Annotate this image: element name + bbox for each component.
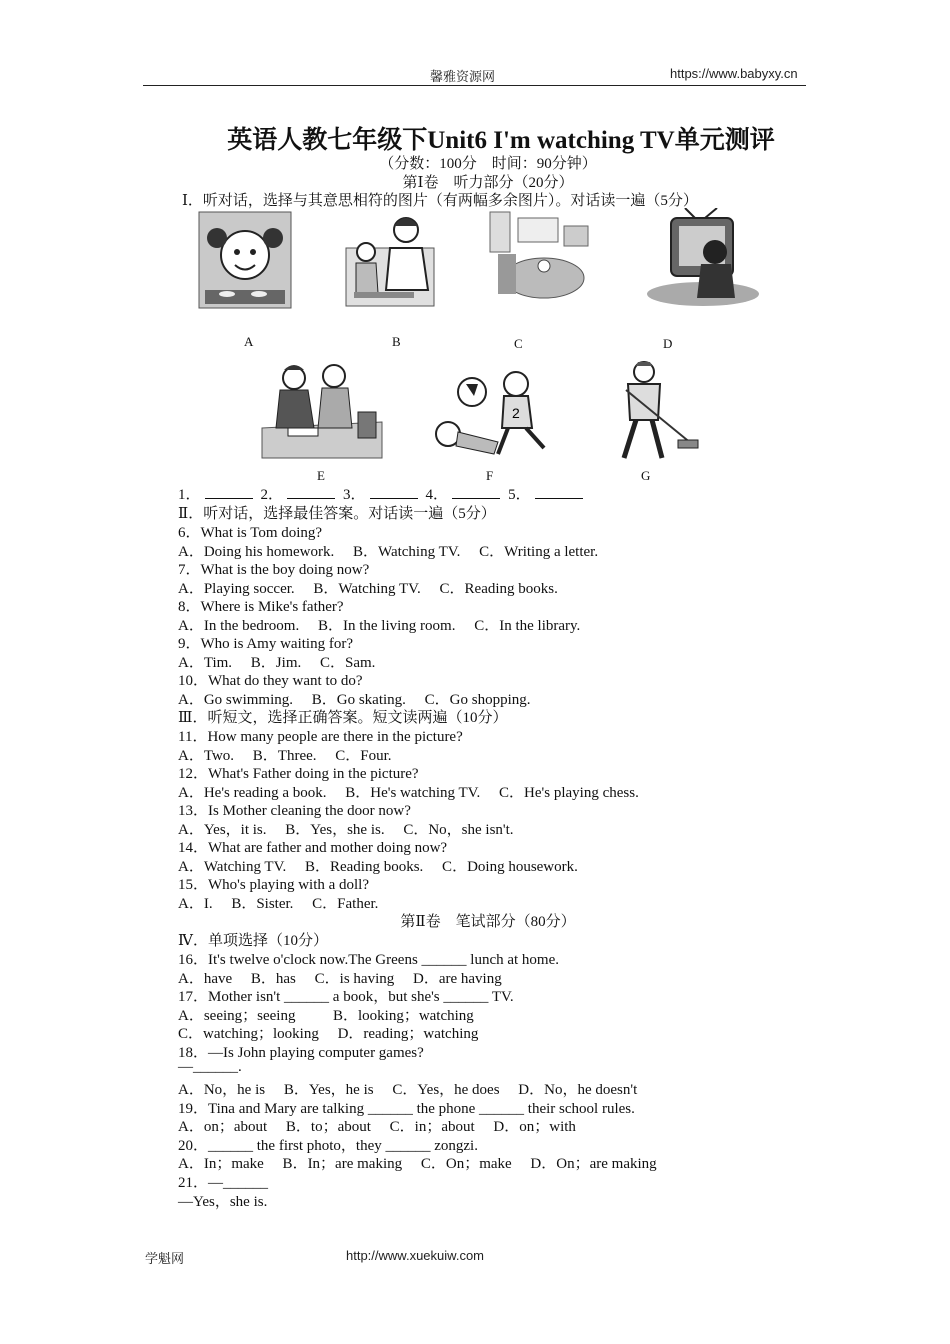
section4-heading: Ⅳ．单项选择（10分） (178, 933, 328, 949)
picture-d-boy-watching-tv (645, 208, 763, 308)
question-13: 13．Is Mother cleaning the door now? (178, 803, 411, 819)
answer-blank-3[interactable] (370, 484, 418, 499)
question-10: 10．What do they want to do? (178, 673, 363, 689)
blank-label-1: 1． (178, 487, 201, 503)
question-19: 19．Tina and Mary are talking ______ the phone ______ their school rules. (178, 1101, 635, 1117)
options-14: A．Watching TV. B．Reading books. C．Doing housework. (178, 859, 578, 875)
svg-text:2: 2 (512, 405, 520, 421)
question-21-response: —Yes，she is. (178, 1194, 268, 1210)
part1-heading: 第Ⅰ卷 听力部分（20分） (402, 175, 574, 191)
options-12: A．He's reading a book. B．He's watching TV. C．He's playing chess. (178, 785, 639, 801)
question-16: 16．It's twelve o'clock now.The Greens ______ lunch at home. (178, 952, 560, 968)
page-title: 英语人教七年级下Unit6 I'm watching TV单元测评 (227, 127, 775, 154)
picture-a-girl-eating (197, 210, 293, 310)
question-7: 7．What is the boy doing now? (178, 562, 370, 578)
options-13: A．Yes，it is. B．Yes，she is. C．No，she isn't. (178, 822, 514, 838)
picture-b-mother-and-child (344, 208, 436, 308)
answer-blank-4[interactable] (452, 484, 500, 499)
question-12: 12．What's Father doing in the picture? (178, 766, 419, 782)
question-17: 17．Mother isn't ______ a book，but she's ______ TV. (178, 989, 514, 1005)
header-divider (143, 85, 806, 86)
blank-label-3: 3． (343, 487, 366, 503)
options-15: A．I. B．Sister. C．Father. (178, 896, 379, 912)
question-9: 9．Who is Amy waiting for? (178, 636, 353, 652)
question-18: 18．—Is John playing computer games? (178, 1045, 424, 1061)
question-18-response: —______. (178, 1059, 242, 1075)
section1-heading: Ⅰ．听对话，选择与其意思相符的图片（有两幅多余图片）。对话读一遍（5分） (182, 193, 698, 209)
answer-blank-5[interactable] (535, 484, 583, 499)
question-21: 21．—______ (178, 1175, 269, 1191)
header-url[interactable]: https://www.babyxy.cn (670, 66, 798, 81)
picture-label-c: C (514, 336, 523, 351)
footer-site-name: 学魁网 (145, 1252, 185, 1267)
question-6: 6．What is Tom doing? (178, 525, 323, 541)
header-site-name: 馨雅资源网 (430, 70, 496, 85)
options-17-ab: A．seeing；seeing B．looking；watching (178, 1008, 474, 1024)
question-20: 20．______ the first photo，they ______ zongzi. (178, 1138, 478, 1154)
answer-blank-2[interactable] (287, 484, 335, 499)
picture-label-a: A (244, 334, 254, 349)
options-9: A．Tim. B．Jim. C．Sam. (178, 655, 376, 671)
exam-meta: （分数：100分 时间：90分钟） (379, 156, 597, 172)
options-8: A．In the bedroom. B．In the living room. C．In the library. (178, 618, 581, 634)
picture-label-d: D (663, 336, 673, 351)
question-15: 15．Who's playing with a doll? (178, 877, 370, 893)
options-16: A．have B．has C．is having D．are having (178, 971, 502, 987)
options-6: A．Doing his homework. B．Watching TV. C．Writing a letter. (178, 544, 599, 560)
picture-label-f: F (486, 468, 494, 483)
options-19: A．on；about B．to；about C．in；about D．on；with (178, 1119, 576, 1135)
section3-heading: Ⅲ．听短文，选择正确答案。短文读两遍（10分） (178, 710, 508, 726)
options-7: A．Playing soccer. B．Watching TV. C．Reading books. (178, 581, 558, 597)
options-17-cd: C．watching；looking D．reading；watching (178, 1026, 479, 1042)
picture-c-living-room (484, 208, 594, 308)
options-10: A．Go swimming. B．Go skating. C．Go shopping. (178, 692, 531, 708)
options-11: A．Two. B．Three. C．Four. (178, 748, 392, 764)
answer-blank-1[interactable] (205, 484, 253, 499)
picture-g-mopping-floor (596, 360, 700, 464)
picture-label-b: B (392, 334, 401, 349)
picture-f-playing-soccer (428, 362, 556, 462)
picture-e-reading-at-desk (258, 362, 386, 462)
part2-heading: 第Ⅱ卷 笔试部分（80分） (400, 914, 576, 930)
answer-blanks-row (178, 483, 591, 504)
blank-label-2: 2． (260, 487, 284, 503)
options-20: A．In；make B．In；are making C．On；make D．On；are making (178, 1156, 657, 1172)
question-11: 11．How many people are there in the picture? (178, 729, 463, 745)
blank-label-5: 5． (508, 487, 531, 503)
question-8: 8．Where is Mike's father? (178, 599, 344, 615)
section2-heading: Ⅱ．听对话，选择最佳答案。对话读一遍（5分） (178, 506, 496, 522)
question-14: 14．What are father and mother doing now? (178, 840, 448, 856)
picture-label-g: G (641, 468, 651, 483)
blank-label-4: 4． (425, 487, 449, 503)
options-18: A．No，he is B．Yes，he is C．Yes，he does D．No，he doesn't (178, 1082, 638, 1098)
picture-label-e: E (317, 468, 325, 483)
footer-url[interactable]: http://www.xuekuiw.com (346, 1248, 484, 1263)
